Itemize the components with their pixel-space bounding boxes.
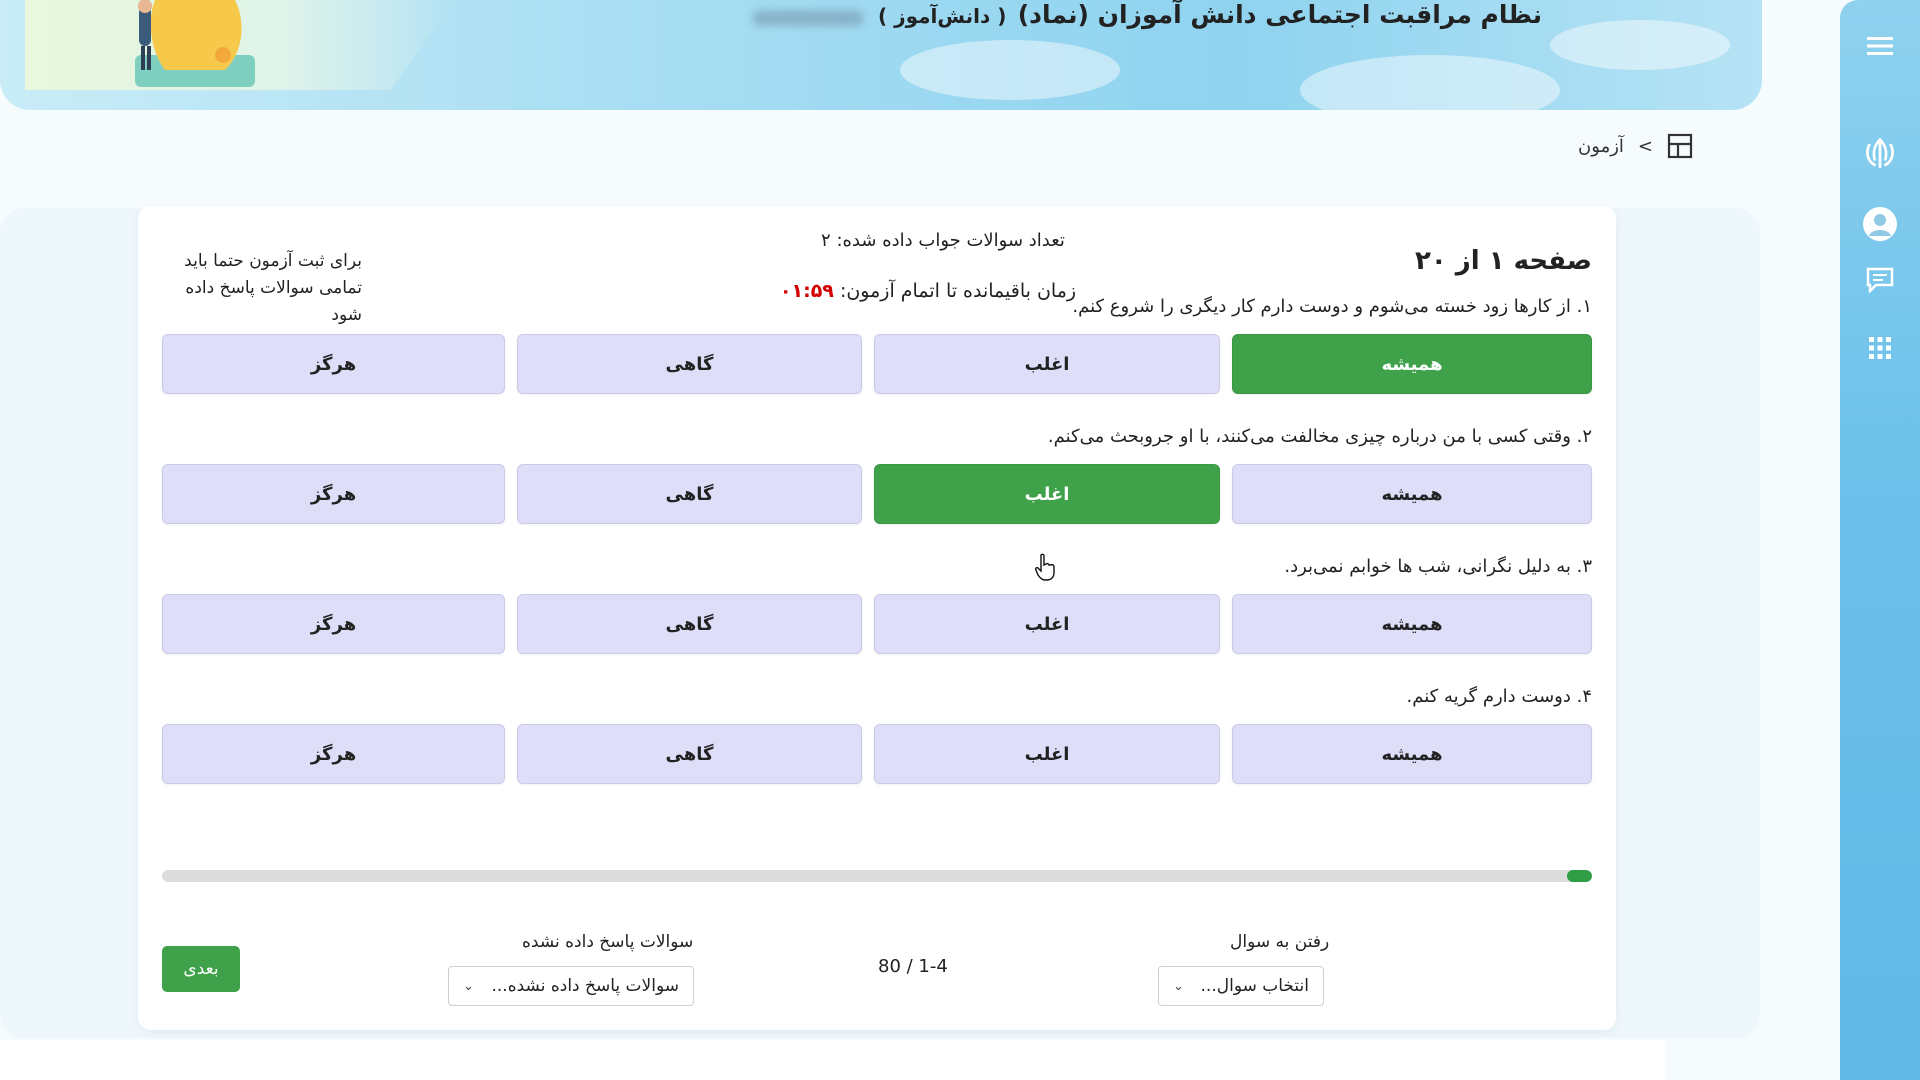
- answer-options: [162, 724, 1592, 784]
- option-sometimes-button[interactable]: گاهی: [517, 464, 862, 524]
- page-indicator: صفحه ۱ از ۲۰: [1414, 246, 1592, 276]
- option-often-button[interactable]: اغلب: [874, 334, 1220, 394]
- goto-select[interactable]: [1158, 966, 1324, 1006]
- option-never-button[interactable]: هرگز: [162, 464, 505, 524]
- side-rail: [1840, 0, 1920, 1080]
- unanswered-label: سوالات پاسخ داده نشده: [522, 932, 694, 952]
- question-text: ۴. دوست دارم گریه کنم.: [1406, 686, 1592, 707]
- time-label: زمان باقیمانده تا اتمام آزمون:: [839, 280, 1077, 302]
- cloud-decoration: [900, 40, 1120, 100]
- unanswered-select[interactable]: [448, 966, 694, 1006]
- option-always-button[interactable]: همیشه: [1232, 334, 1592, 394]
- header-banner: [0, 0, 1762, 110]
- chat-icon[interactable]: [1862, 262, 1898, 298]
- option-never-button[interactable]: هرگز: [162, 724, 505, 784]
- notice-line: تمامی سوالات پاسخ داده شود: [185, 278, 362, 325]
- option-often-button[interactable]: اغلب: [874, 724, 1220, 784]
- option-always-button[interactable]: همیشه: [1232, 724, 1592, 784]
- cloud-decoration: [1550, 20, 1730, 70]
- user-icon[interactable]: [1862, 206, 1898, 242]
- timer-value: ۰۱:۵۹: [779, 280, 834, 302]
- option-sometimes-button[interactable]: گاهی: [517, 334, 862, 394]
- hand-cursor-icon: [1034, 553, 1056, 581]
- question-range: 80 / 1-4: [878, 956, 948, 977]
- emblem-icon: [1862, 136, 1898, 172]
- goto-label: رفتن به سوال: [1230, 932, 1330, 952]
- user-role: ( دانش‌آموز ): [877, 4, 1007, 28]
- apps-icon[interactable]: [1862, 330, 1898, 366]
- question-text: ۱. از کارها زود خسته می‌شوم و دوست دارم کار دیگری را شروع کنم.: [1072, 296, 1592, 317]
- unanswered-value: سوالات پاسخ داده نشده...: [491, 976, 679, 996]
- breadcrumb-current[interactable]: آزمون: [1578, 135, 1624, 157]
- answer-options: [162, 334, 1592, 394]
- dashboard-icon[interactable]: [1667, 133, 1693, 159]
- option-sometimes-button[interactable]: گاهی: [517, 724, 862, 784]
- progress-fill: [1567, 870, 1592, 882]
- option-never-button[interactable]: هرگز: [162, 334, 505, 394]
- submit-notice: [162, 248, 362, 329]
- answer-options: [162, 464, 1592, 524]
- answered-count: تعداد سوالات جواب داده شده: ۲: [821, 230, 1065, 251]
- chevron-down-icon: ⌄: [463, 978, 474, 994]
- next-button[interactable]: بعدی: [162, 946, 240, 992]
- chevron-down-icon: ⌄: [1173, 978, 1184, 994]
- question-text: ۲. وقتی کسی با من درباره چیزی مخالفت می‌کنند، با او جروبحث می‌کنم.: [1047, 426, 1592, 447]
- question-text: ۳. به دلیل نگرانی، شب ها خوابم نمی‌برد.: [1284, 556, 1592, 577]
- option-often-button[interactable]: اغلب: [874, 464, 1220, 524]
- option-sometimes-button[interactable]: گاهی: [517, 594, 862, 654]
- system-title: نظام مراقبت اجتماعی دانش آموزان (نماد): [1017, 0, 1542, 29]
- answer-options: [162, 594, 1592, 654]
- option-often-button[interactable]: اغلب: [874, 594, 1220, 654]
- option-always-button[interactable]: همیشه: [1232, 464, 1592, 524]
- breadcrumb-separator: >: [1637, 135, 1653, 157]
- option-never-button[interactable]: هرگز: [162, 594, 505, 654]
- option-always-button[interactable]: همیشه: [1232, 594, 1592, 654]
- page-footer-strip: [0, 1040, 1665, 1080]
- progress-bar: [162, 870, 1592, 882]
- user-info: [745, 4, 1006, 28]
- exam-card: [138, 206, 1616, 1030]
- notice-line: برای ثبت آزمون حتما باید: [184, 251, 362, 271]
- breadcrumb: [1578, 133, 1693, 159]
- header-illustration: [25, 0, 455, 90]
- goto-value: انتخاب سوال...: [1200, 976, 1309, 996]
- user-name-blurred: [753, 10, 863, 26]
- time-remaining: [738, 280, 1118, 302]
- menu-icon[interactable]: [1862, 28, 1898, 64]
- cloud-decoration: [1300, 55, 1560, 110]
